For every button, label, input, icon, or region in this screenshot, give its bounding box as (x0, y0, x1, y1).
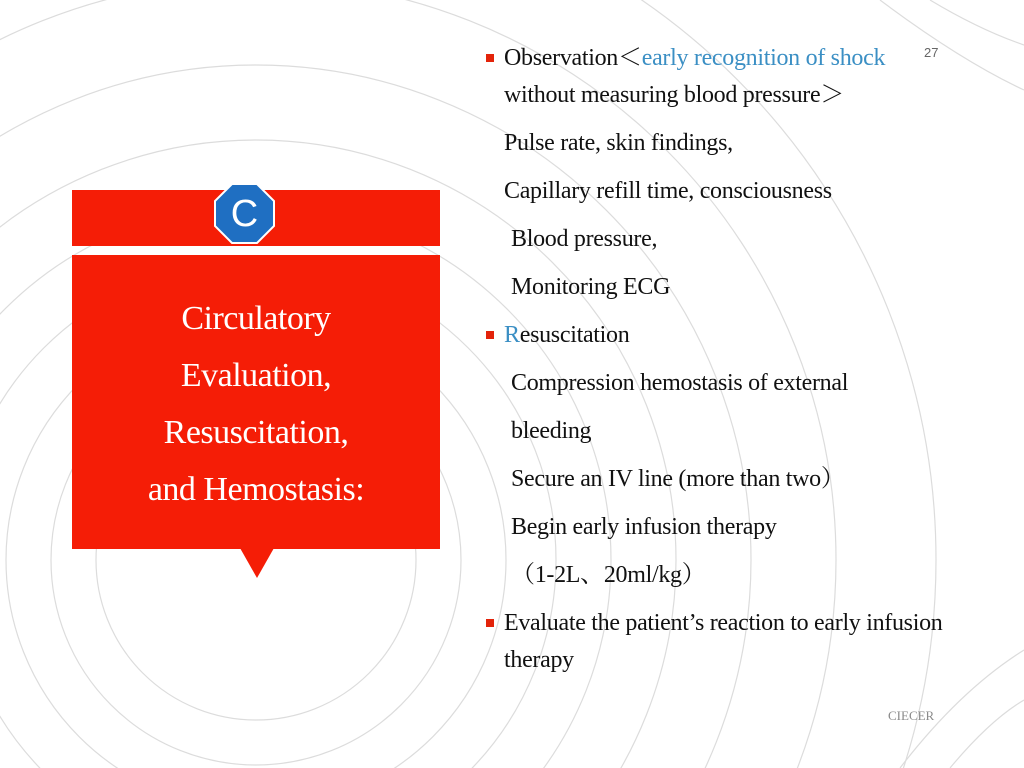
section-title-line: Evaluation, (180, 357, 332, 394)
section-title-line: Resuscitation, (163, 414, 349, 451)
observation-item: Capillary refill time, consciousness (504, 178, 832, 204)
resuscitation-item: bleeding (511, 418, 592, 444)
square-bullet-icon (486, 54, 494, 62)
square-bullet-icon (486, 619, 494, 627)
title-box-pointer (240, 548, 274, 578)
section-title-line: and Hemostasis: (147, 471, 365, 508)
observation-item: Monitoring ECG (511, 274, 671, 300)
section-title (72, 290, 440, 518)
observation-prefix: Observation＜ (504, 45, 642, 71)
observation-item: Pulse rate, skin findings, (504, 130, 733, 156)
resuscitation-heading (486, 317, 956, 354)
badge-letter: C (230, 192, 259, 235)
resuscitation-item: Secure an IV line (more than two） (511, 466, 845, 492)
slide-content (486, 40, 956, 679)
observation-suffix: without measuring blood pressure＞ (504, 82, 845, 108)
square-bullet-icon (486, 331, 494, 339)
resuscitation-item: Compression hemostasis of external (511, 370, 849, 396)
evaluate-text: Evaluate the patient’s reaction to early infusion therapy (504, 610, 943, 673)
observation-paragraph (486, 40, 956, 114)
slide-number: 27 (924, 45, 939, 60)
resuscitation-item: Begin early infusion therapy (511, 514, 777, 540)
section-title-line: Circulatory (181, 300, 331, 337)
evaluate-paragraph (486, 605, 956, 679)
resuscitation-rest: esuscitation (519, 322, 630, 348)
resuscitation-item: （1-2L、20ml/kg） (511, 562, 706, 588)
footer-text: CIECER (888, 708, 935, 723)
observation-highlight: early recognition of shock (641, 45, 886, 71)
resuscitation-first-letter: R (504, 322, 520, 348)
observation-item: Blood pressure, (511, 226, 658, 252)
